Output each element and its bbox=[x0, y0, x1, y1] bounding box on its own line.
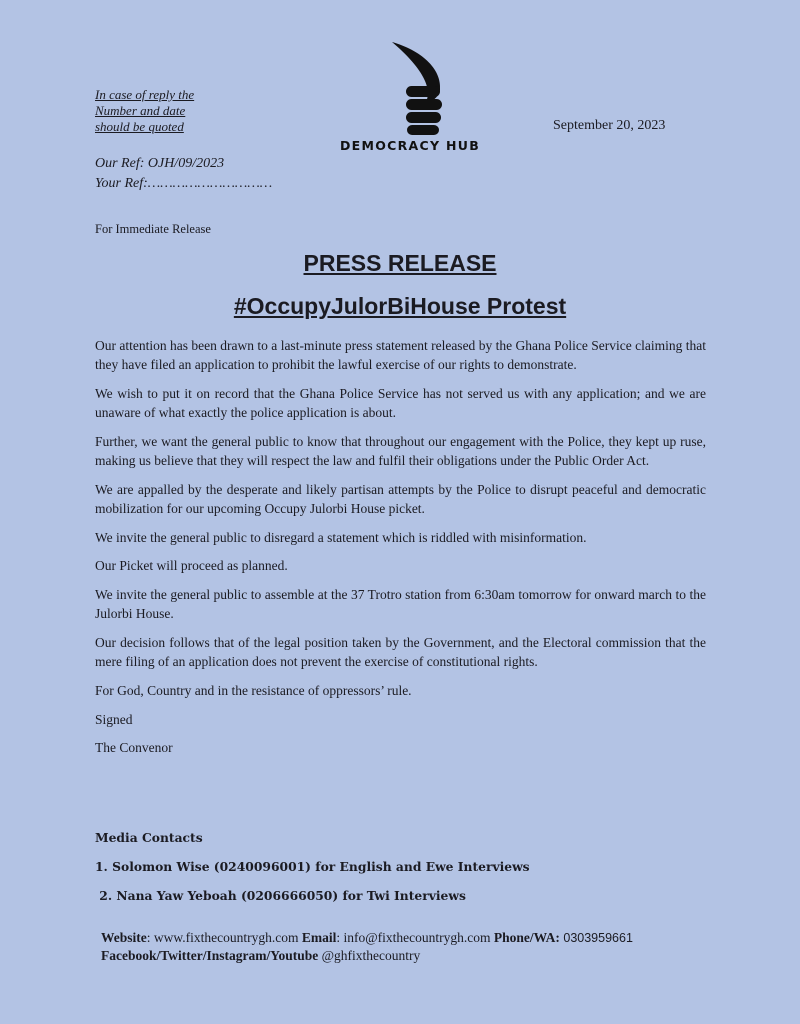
paragraph: We invite the general public to disregard a statement which is riddled with misinformation. bbox=[95, 529, 587, 545]
paragraph: For God, Country and in the resistance of oppressors’ rule. bbox=[95, 682, 412, 698]
reference-block bbox=[95, 154, 272, 194]
paragraph: Our decision follows that of the legal position taken by the Government, and the Electoral commission that the mere filing of an application does not prevent the exercise of constitutional rights. bbox=[95, 634, 706, 670]
release-body bbox=[95, 336, 706, 767]
footer-contact-info bbox=[101, 929, 721, 965]
fist-logo-icon bbox=[370, 40, 450, 136]
paragraph: We invite the general public to assemble at the 37 Trotro station from 6:30am tomorrow for onward march to the Julorbi House. bbox=[95, 587, 706, 622]
your-ref: Your Ref:………………………… bbox=[95, 176, 273, 191]
email-label: Email bbox=[301, 930, 337, 945]
paragraph: Our attention has been drawn to a last-minute press statement released by the Ghana Police Service claiming that they have filed an application to prohibit the lawful exercise of our rights to demonstrate. bbox=[95, 338, 706, 373]
page-title: PRESS RELEASE bbox=[303, 250, 497, 276]
email-link[interactable]: : info@fixthecountrygh.com bbox=[336, 930, 494, 945]
social-handle[interactable]: @ghfixthecountry bbox=[318, 948, 421, 963]
reply-note-line: Number and date bbox=[95, 103, 186, 118]
page-subtitle: #OccupyJulorBiHouse Protest bbox=[233, 293, 567, 319]
our-ref: Our Ref: OJH/09/2023 bbox=[95, 156, 225, 171]
release-date: September 20, 2023 bbox=[553, 118, 666, 133]
footer-line-2 bbox=[101, 947, 721, 965]
paragraph: Our Picket will proceed as planned. bbox=[95, 558, 288, 574]
paragraph: We are appalled by the desperate and likely partisan attempts by the Police to disrupt peaceful and democratic mobilization for our upcoming Occupy Julorbi House picket. bbox=[95, 481, 706, 516]
website-link[interactable]: : www.fixthecountrygh.com bbox=[146, 930, 302, 945]
convenor-label: The Convenor bbox=[95, 740, 173, 756]
phone-label: Phone/WA: bbox=[493, 930, 560, 945]
website-label: Website bbox=[101, 930, 147, 945]
reply-note bbox=[95, 87, 265, 135]
media-contacts bbox=[95, 823, 706, 910]
footer-line-1 bbox=[101, 929, 721, 947]
paragraph: Further, we want the general public to know that throughout our engagement with the Police, they kept up ruse, making us believe that they will respect the law and fulfil their obligations under the Public Order Act. bbox=[95, 433, 706, 469]
reply-note-line: In case of reply the bbox=[95, 87, 195, 102]
immediate-release-label: For Immediate Release bbox=[95, 222, 211, 236]
social-label: Facebook/Twitter/Instagram/Youtube bbox=[101, 948, 319, 963]
phone-value: 0303959661 bbox=[559, 931, 633, 945]
paragraph: We wish to put it on record that the Ghana Police Service has not served us with any application; and we are unaware of what exactly the police application is about. bbox=[95, 385, 706, 421]
media-contact-item: 1. Solomon Wise (0240096001) for English and Ewe Interviews bbox=[95, 859, 530, 874]
democracy-hub-logo bbox=[330, 40, 490, 155]
signed-label: Signed bbox=[95, 711, 133, 727]
reply-note-line: should be quoted bbox=[95, 119, 184, 134]
logo-text: DEMOCRACY HUB bbox=[339, 138, 481, 153]
media-contacts-heading: Media Contacts bbox=[95, 830, 203, 845]
media-contact-item: 2. Nana Yaw Yeboah (0206666050) for Twi Interviews bbox=[95, 888, 466, 903]
